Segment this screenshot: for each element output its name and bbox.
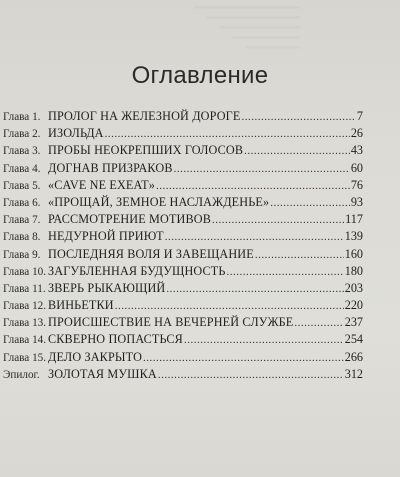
dot-leader <box>156 178 350 195</box>
chapter-title: «CAVE NE EXEAT» <box>48 177 155 192</box>
toc-entry <box>3 366 363 383</box>
chapter-title: ПРОБЫ НЕОКРЕПШИХ ГОЛОСОВ <box>48 143 244 158</box>
chapter-title: ЗВЕРЬ РЫКАЮЩИЙ <box>48 280 166 295</box>
bleed-line: ............................................... <box>194 0 300 10</box>
toc-entry <box>3 314 363 331</box>
chapter-number: Глава 2. <box>3 128 41 141</box>
toc-entry <box>3 263 363 280</box>
dot-leader <box>158 367 344 384</box>
toc-entry <box>3 297 363 314</box>
chapter-title: ДЕЛО ЗАКРЫТО <box>48 349 143 364</box>
page-title: Оглавление <box>131 62 269 89</box>
chapter-title: НЕДУРНОЙ ПРИЮТ <box>48 229 164 244</box>
chapter-title: ПРОИСШЕСТВИЕ НА ВЕЧЕРНЕЙ СЛУЖБЕ <box>48 315 294 330</box>
dot-leader <box>244 143 350 160</box>
page-number: 180 <box>344 263 363 278</box>
page-number: 220 <box>344 298 363 313</box>
toc-entry <box>3 280 363 297</box>
dot-leader <box>105 126 350 143</box>
chapter-number: Глава 15. <box>3 351 47 364</box>
page-number: 237 <box>344 315 363 330</box>
chapter-title: ИЗОЛЬДА <box>48 126 104 141</box>
toc-entry <box>3 177 363 194</box>
dot-leader <box>115 298 344 315</box>
chapter-title: ПОСЛЕДНЯЯ ВОЛЯ И ЗАВЕЩАНИЕ <box>48 246 254 261</box>
page-number: 7 <box>356 109 363 123</box>
chapter-number: Глава 9. <box>3 248 41 261</box>
dot-leader <box>227 264 344 281</box>
dot-leader <box>255 247 344 264</box>
chapter-number: Глава 7. <box>3 214 41 227</box>
toc-entry <box>3 349 363 366</box>
toc-entry <box>3 125 363 142</box>
toc-entry <box>3 331 363 348</box>
chapter-number: Глава 14. <box>3 334 47 347</box>
page-number: 254 <box>344 332 363 347</box>
toc-entry <box>3 194 363 211</box>
chapter-title: ЗАГУБЛЕННАЯ БУДУЩНОСТЬ <box>48 263 226 278</box>
bleed-through-text <box>40 0 300 48</box>
dot-leader <box>165 229 344 246</box>
dot-leader <box>212 212 344 229</box>
toc-entry <box>3 211 363 228</box>
chapter-title: ВИНЬЕТКИ <box>48 298 114 313</box>
toc-entry <box>3 160 363 177</box>
dot-leader <box>294 315 343 332</box>
chapter-title: ПРОЛОГ НА ЖЕЛЕЗНОЙ ДОРОГЕ <box>48 109 241 123</box>
chapter-number: Глава 13. <box>3 317 47 330</box>
chapter-title: «ПРОЩАЙ, ЗЕМНОЕ НАСЛАЖДЕНЬЕ» <box>48 194 270 209</box>
chapter-title: СКВЕРНО ПОПАСТЬСЯ <box>48 332 183 347</box>
dot-leader <box>270 195 350 212</box>
dot-leader <box>184 332 344 349</box>
toc-entry <box>3 246 363 263</box>
chapter-number: Глава 8. <box>3 231 41 244</box>
bleed-line: .................................... <box>219 20 300 30</box>
page-number: 60 <box>350 160 363 175</box>
bleed-line: .............................. <box>232 30 300 40</box>
page-number: 26 <box>350 126 363 141</box>
chapter-number: Эпилог. <box>3 368 40 381</box>
dot-leader <box>166 281 343 298</box>
page-number: 139 <box>344 229 363 244</box>
bleed-line: ........................ <box>246 40 300 48</box>
toc-entry <box>3 108 363 125</box>
chapter-number: Глава 4. <box>3 162 41 175</box>
page-number: 160 <box>344 246 363 261</box>
dot-leader <box>143 350 344 367</box>
chapter-number: Глава 12. <box>3 300 47 313</box>
page-number: 76 <box>350 177 363 192</box>
chapter-number: Глава 1. <box>3 111 41 123</box>
table-of-contents <box>3 108 363 383</box>
page-number: 117 <box>345 212 363 227</box>
chapter-title: ДОГНАВ ПРИЗРАКОВ <box>48 160 173 175</box>
chapter-number: Глава 11. <box>3 282 46 295</box>
chapter-number: Глава 3. <box>3 145 41 158</box>
chapter-title: ЗОЛОТАЯ МУШКА <box>48 366 157 381</box>
chapter-title: РАССМОТРЕНИЕ МОТИВОВ <box>48 212 212 227</box>
page-number: 266 <box>344 349 363 364</box>
dot-leader <box>174 161 350 178</box>
page-number: 203 <box>344 280 363 295</box>
toc-entry <box>3 228 363 245</box>
chapter-number: Глава 5. <box>3 179 41 192</box>
chapter-number: Глава 10. <box>3 265 47 278</box>
toc-entry <box>3 142 363 159</box>
bleed-line: .......................................... <box>205 10 300 20</box>
page-number: 93 <box>350 194 363 209</box>
chapter-number: Глава 6. <box>3 196 41 209</box>
page-number: 312 <box>344 366 363 381</box>
dot-leader <box>241 109 355 126</box>
page-number: 43 <box>350 143 363 158</box>
